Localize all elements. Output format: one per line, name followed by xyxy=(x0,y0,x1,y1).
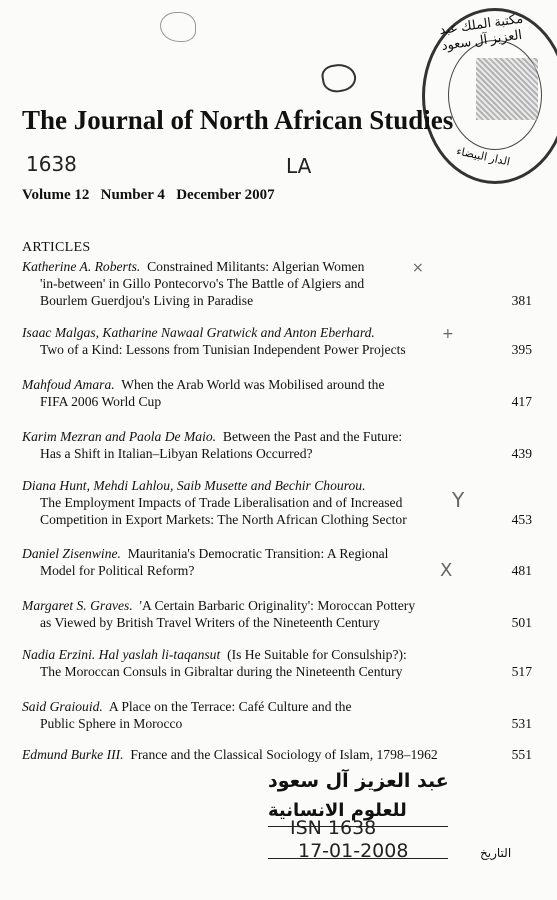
article-title-line: Two of a Kind: Lessons from Tunisian Independent Power Projects xyxy=(40,342,406,357)
article-page: 551 xyxy=(511,747,532,762)
check-mark: Y xyxy=(452,488,465,512)
article-page: 517 xyxy=(511,664,532,679)
article-authors: Margaret S. Graves. xyxy=(22,598,133,613)
article-page: 417 xyxy=(511,394,532,409)
stamp-bottom-text: الدار البيضاء xyxy=(455,145,511,169)
article-title-line: (Is He Suitable for Consulship?): xyxy=(227,647,407,662)
stamp-top-text: مكتبة الملك عبد العزيز آل سعود xyxy=(438,10,524,53)
stamp-emblem xyxy=(476,58,538,120)
article-page: 395 xyxy=(511,342,532,357)
article-authors: Katherine A. Roberts. xyxy=(22,259,141,274)
article-page: 481 xyxy=(511,563,532,578)
article-entry xyxy=(22,746,532,763)
article-authors: Said Graiouid. xyxy=(22,699,103,714)
article-entry xyxy=(22,324,532,358)
volume: Volume 12 xyxy=(22,187,90,203)
issue-line xyxy=(22,187,275,204)
article-title-line: Mauritania's Democratic Transition: A Regional xyxy=(127,546,389,561)
library-stamp-line1: عبد العزيز آل سعود xyxy=(268,770,449,792)
article-title-line: France and the Classical Sociology of Islam, 1798–1962 xyxy=(130,747,438,762)
library-stamp-line2: للعلوم الانسانية xyxy=(268,800,407,821)
article-title-line: Bourlem Guerdjou's Living in Paradise xyxy=(40,293,254,308)
article-entry xyxy=(22,428,532,462)
check-mark: X xyxy=(440,560,453,581)
library-stamp-date-label: التاريخ xyxy=(480,846,512,860)
scan-mark xyxy=(160,12,196,42)
library-stamp-date: 17-01-2008 xyxy=(298,840,409,862)
article-entry xyxy=(22,258,532,309)
article-authors: Daniel Zisenwine. xyxy=(22,546,121,561)
journal-title: The Journal of North African Studies xyxy=(22,105,454,135)
article-authors: Edmund Burke III. xyxy=(22,747,124,762)
section-heading: ARTICLES xyxy=(22,240,91,255)
article-authors: Diana Hunt, Mehdi Lahlou, Saib Musette and Bechir Chourou. xyxy=(22,478,366,493)
article-page: 531 xyxy=(511,716,532,731)
article-title-line: FIFA 2006 World Cup xyxy=(40,394,162,409)
article-authors: Nadia Erzini. Hal yaslah li-taqansut xyxy=(22,647,221,662)
handwritten-note: LA xyxy=(286,154,312,178)
article-title-line: The Moroccan Consuls in Gibraltar during the Nineteenth Century xyxy=(40,664,403,679)
article-title-line: The Employment Impacts of Trade Liberalisation and of Increased xyxy=(40,495,403,510)
handwritten-code: 1638 xyxy=(26,152,77,176)
article-entry xyxy=(22,545,532,579)
article-authors: Isaac Malgas, Katharine Nawaal Gratwick and Anton Eberhard. xyxy=(22,325,375,340)
check-mark: + xyxy=(442,326,454,342)
article-entry xyxy=(22,646,532,680)
article-title-line: Model for Political Reform? xyxy=(40,563,195,578)
check-mark: × xyxy=(412,260,424,276)
article-title-line: Has a Shift in Italian–Libyan Relations Occurred? xyxy=(40,446,313,461)
article-title-line: as Viewed by British Travel Writers of the Nineteenth Century xyxy=(40,615,380,630)
article-title-line: Competition in Export Markets: The North African Clothing Sector xyxy=(40,512,407,527)
article-page: 381 xyxy=(511,293,532,308)
article-page: 439 xyxy=(511,446,532,461)
article-title-line: 'in-between' in Gillo Pontecorvo's The Battle of Algiers and xyxy=(40,276,365,291)
article-title-line: When the Arab World was Mobilised around the xyxy=(121,377,385,392)
article-title-line: Constrained Militants: Algerian Women xyxy=(147,259,365,274)
article-title-line: Public Sphere in Morocco xyxy=(40,716,183,731)
issue-date: December 2007 xyxy=(176,187,275,203)
article-entry xyxy=(22,597,532,631)
article-entry xyxy=(22,698,532,732)
scan-mark xyxy=(320,61,358,94)
article-page: 501 xyxy=(511,615,532,630)
article-title-line: A Place on the Terrace: Café Culture and the xyxy=(108,699,352,714)
article-authors: Mahfoud Amara. xyxy=(22,377,115,392)
library-stamp-isn: ISN 1638 xyxy=(290,817,377,839)
article-title-line: 'A Certain Barbaric Originality': Moroccan Pottery xyxy=(139,598,416,613)
article-authors: Karim Mezran and Paola De Maio. xyxy=(22,429,217,444)
article-title-line: Between the Past and the Future: xyxy=(222,429,403,444)
article-entry xyxy=(22,376,532,410)
issue-number: Number 4 xyxy=(100,187,165,203)
article-page: 453 xyxy=(511,512,532,527)
